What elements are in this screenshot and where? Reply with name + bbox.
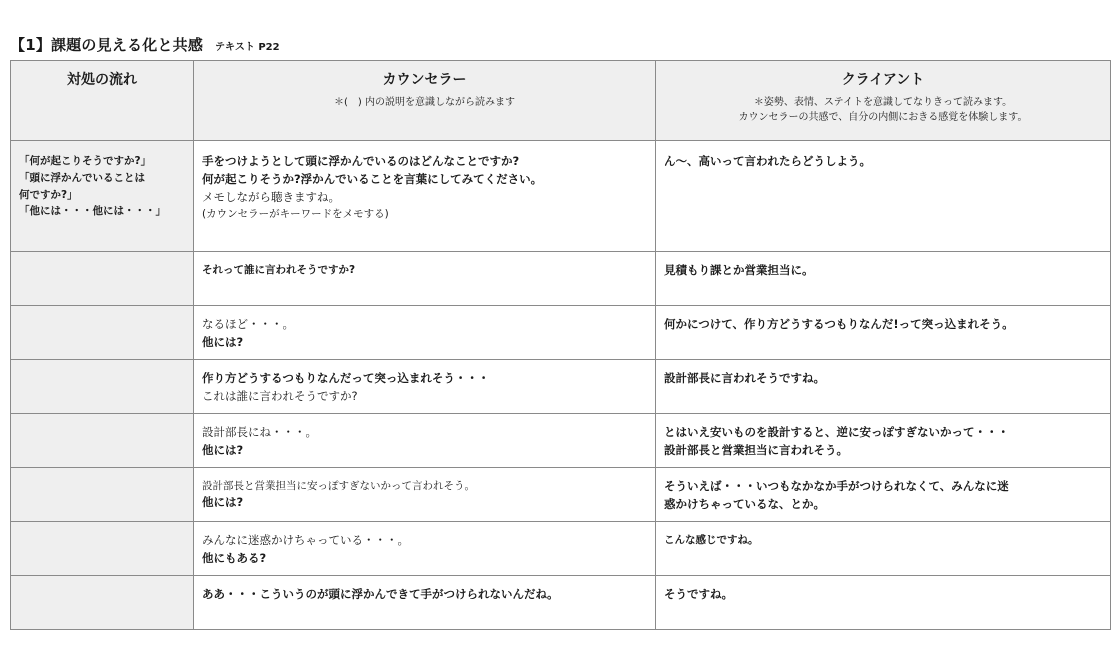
client-cell [656,576,1111,630]
flow-column-title: 対処の流れ [67,72,137,88]
client-line: 見積もり課とか営業担当に。 [664,263,814,277]
counselor-line: 他には? [202,442,244,457]
table-row [11,414,1111,468]
client-line: 惑かけちゃっているな、とか。 [664,496,825,511]
client-column-header [656,61,1111,141]
client-cell [656,414,1111,468]
counselor-cell [194,576,656,630]
flow-cell [11,360,194,414]
section-title: 【1】課題の見える化と共感 [10,36,204,54]
counselor-column-title: カウンセラー [382,72,467,88]
client-line: そういえば・・・いつもなかなか手がつけられなくて、みんなに迷 [664,479,1009,493]
client-column-note [664,95,1102,125]
dialogue-table [10,60,1111,630]
flow-cell [11,306,194,360]
counselor-cell [194,414,656,468]
flow-cell [11,468,194,522]
text-page-reference: テキスト P22 [215,42,280,53]
counselor-line-part-bold: 何が起こりそうか? [202,171,301,186]
counselor-line [202,171,647,189]
client-cell [656,360,1111,414]
client-line: ん〜、高いって言われたらどうしよう。 [664,154,871,168]
table-row [11,306,1111,360]
flow-prompts: 「何が起こりそうですか?」 「頭に浮かんでいることは 何ですか?」 「他には・・・他には・・・」 [19,155,166,218]
flow-cell [11,252,194,306]
counselor-line: みんなに迷惑かけちゃっている・・・。 [202,533,409,547]
client-column-title: クライアント [841,72,925,88]
counselor-line: 他には? [202,495,244,510]
counselor-line-part-bold: 頭に浮かんでいるのはどんなことですか? [305,154,520,168]
table-row [11,522,1111,576]
flow-cell [11,522,194,576]
client-line: 設計部長に言われそうですね。 [664,371,825,385]
counselor-cell [194,141,656,252]
counselor-line: ああ・・・こういうのが頭に浮かんできて手がつけられないんだね。 [202,587,559,601]
client-line: 設計部長と営業担当に言われそう。 [664,442,848,457]
table-row [11,576,1111,630]
counselor-line-part-bold: 言葉にしてみてください。 [404,171,543,186]
counselor-column-note: ＊( ) 内の説明を意識しながら読みます [334,97,515,108]
counselor-cell [194,252,656,306]
counselor-line: 他にもある? [202,550,267,565]
client-cell [656,306,1111,360]
client-line: とはいえ安いものを設計すると、逆に安っぽすぎないかって・・・ [664,425,1009,439]
flow-cell [11,414,194,468]
counselor-cell [194,522,656,576]
counselor-line: 他には? [202,334,244,349]
table-row [11,468,1111,522]
table-row [11,252,1111,306]
counselor-line: メモしながら聴きますね。 [202,189,340,204]
client-line: こんな感じですね。 [664,534,759,546]
client-note-line-2: カウンセラーの共感で、自分の内側におきる感覚を体験します。 [738,112,1028,123]
counselor-line: これは誰に言われそうですか? [202,388,358,403]
section-heading [10,34,280,55]
counselor-line: それって誰に言われそうですか? [202,264,356,276]
client-line: 何かにつけて、作り方どうするつもりなんだ!って突っ込まれそう。 [664,317,1014,331]
client-cell [656,252,1111,306]
table-row [11,141,1111,252]
counselor-line [202,153,647,171]
flow-cell [11,141,194,252]
counselor-line-part: 浮かんでいることを [300,171,405,186]
client-line: そうですね。 [664,587,733,601]
counselor-cell [194,306,656,360]
flow-cell [11,576,194,630]
client-cell [656,468,1111,522]
counselor-line: 設計部長と営業担当に安っぽすぎないかって言われそう。 [202,480,475,492]
counselor-line-part: 手をつけようとして [202,154,306,168]
counselor-cell [194,468,656,522]
flow-column-header [11,61,194,141]
counselor-line: なるほど・・・。 [202,317,294,331]
client-note-line-1: ＊姿勢、表情、ステイトを意識してなりきって読みます。 [753,97,1013,108]
client-cell [656,522,1111,576]
counselor-line: (カウンセラーがキーワードをメモする) [202,208,389,221]
counselor-line: 作り方どうするつもりなんだって突っ込まれそう・・・ [202,371,490,385]
counselor-column-header [194,61,656,141]
counselor-cell [194,360,656,414]
table-row [11,360,1111,414]
counselor-line: 設計部長にね・・・。 [202,425,317,439]
client-cell [656,141,1111,252]
table-header-row [11,61,1111,141]
